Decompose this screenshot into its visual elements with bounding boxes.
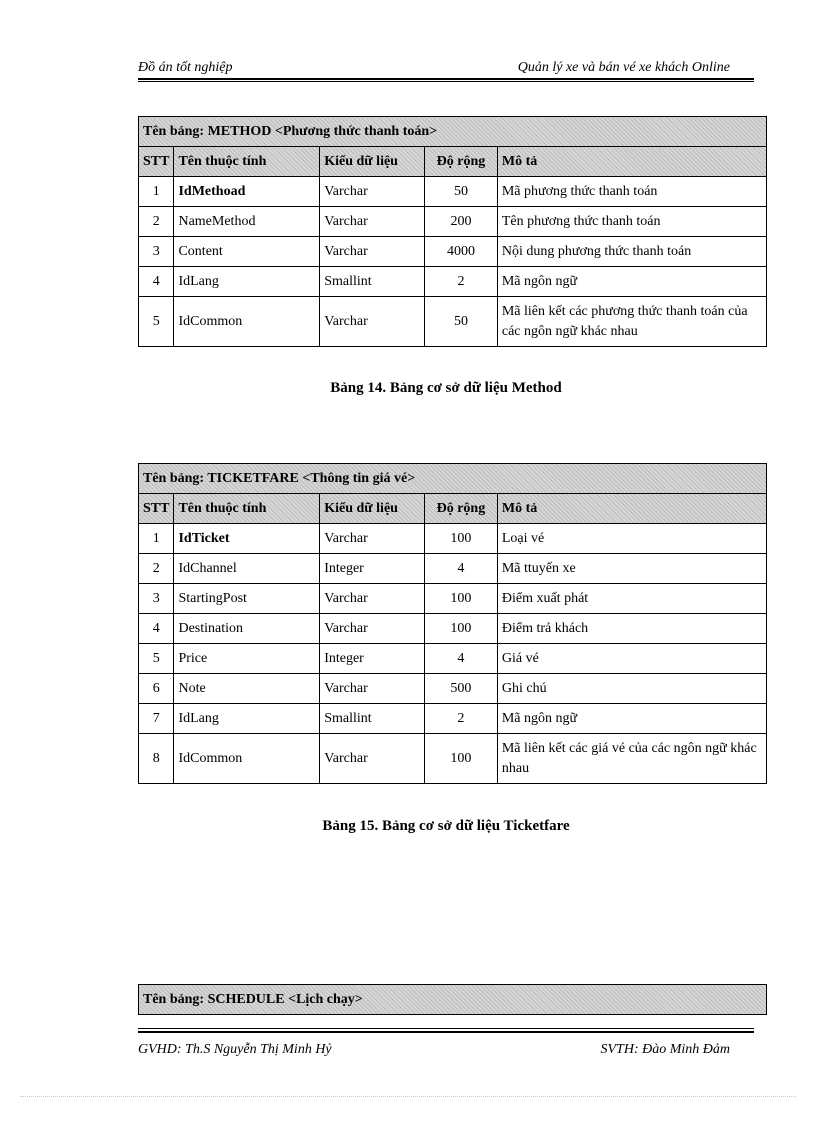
ticketfare-table xyxy=(138,463,767,784)
cell-type: Integer xyxy=(320,644,425,674)
cell-stt: 1 xyxy=(139,524,174,554)
ticketfare-table-title xyxy=(139,464,767,494)
cell-type: Varchar xyxy=(320,614,425,644)
footer-rule xyxy=(138,1031,754,1033)
page-bottom-divider xyxy=(20,1096,796,1097)
table-row xyxy=(139,584,767,614)
table-title-row xyxy=(139,464,767,494)
cell-size: 4 xyxy=(425,554,498,584)
ticketfare-table-caption: Bảng 15. Bảng cơ sở dữ liệu Ticketfare xyxy=(322,818,570,834)
cell-name: IdMethoad xyxy=(174,177,320,207)
cell-type: Integer xyxy=(320,554,425,584)
table-row xyxy=(139,297,767,347)
cell-stt: 5 xyxy=(139,644,174,674)
cell-size: 2 xyxy=(425,704,498,734)
cell-stt: 5 xyxy=(139,297,174,347)
table-row xyxy=(139,267,767,297)
column-header-row xyxy=(139,494,767,524)
col-size: Độ rộng xyxy=(425,147,498,177)
cell-type: Varchar xyxy=(320,734,425,784)
cell-name: IdLang xyxy=(174,267,320,297)
cell-name: Content xyxy=(174,237,320,267)
cell-stt: 3 xyxy=(139,584,174,614)
schedule-table xyxy=(138,984,767,1015)
header-right-text: Quản lý xe và bán vé xe khách Online xyxy=(517,60,730,75)
cell-stt: 2 xyxy=(139,207,174,237)
cell-desc: Điểm trả khách xyxy=(497,614,766,644)
table-title-row xyxy=(139,117,767,147)
footer-left-text: GVHD: Th.S Nguyễn Thị Minh Hỷ xyxy=(138,1042,332,1057)
cell-desc: Mã ttuyến xe xyxy=(497,554,766,584)
cell-name: StartingPost xyxy=(174,584,320,614)
table-title-detail: <Thông tin giá vé> xyxy=(302,470,416,486)
cell-size: 50 xyxy=(425,177,498,207)
table-row xyxy=(139,614,767,644)
cell-type: Varchar xyxy=(320,674,425,704)
table-title-prefix: Tên bảng: METHOD xyxy=(143,123,272,139)
table-title-row xyxy=(139,985,767,1015)
table-title-detail: <Lịch chạy> xyxy=(288,991,363,1007)
footer-rule-thin xyxy=(138,1028,754,1029)
cell-size: 100 xyxy=(425,524,498,554)
cell-desc: Mã ngôn ngữ xyxy=(497,267,766,297)
cell-type: Varchar xyxy=(320,584,425,614)
col-name: Tên thuộc tính xyxy=(174,147,320,177)
cell-desc: Mã phương thức thanh toán xyxy=(497,177,766,207)
page-header xyxy=(138,58,754,82)
cell-desc: Loại vé xyxy=(497,524,766,554)
table-row xyxy=(139,207,767,237)
schedule-table-title xyxy=(139,985,767,1015)
cell-name: IdCommon xyxy=(174,297,320,347)
column-header-row xyxy=(139,147,767,177)
table-row xyxy=(139,734,767,784)
cell-type: Smallint xyxy=(320,267,425,297)
cell-desc: Giá vé xyxy=(497,644,766,674)
cell-size: 100 xyxy=(425,734,498,784)
cell-size: 500 xyxy=(425,674,498,704)
footer-right-text: SVTH: Đào Minh Đảm xyxy=(600,1042,730,1057)
cell-size: 100 xyxy=(425,614,498,644)
cell-stt: 1 xyxy=(139,177,174,207)
table-row xyxy=(139,554,767,584)
method-table-caption: Bảng 14. Bảng cơ sở dữ liệu Method xyxy=(330,380,562,396)
header-left-text: Đồ án tốt nghiệp xyxy=(138,60,233,75)
cell-name: IdTicket xyxy=(174,524,320,554)
cell-desc: Tên phương thức thanh toán xyxy=(497,207,766,237)
cell-desc: Nội dung phương thức thanh toán xyxy=(497,237,766,267)
method-table xyxy=(138,116,767,347)
cell-stt: 8 xyxy=(139,734,174,784)
cell-stt: 7 xyxy=(139,704,174,734)
cell-type: Varchar xyxy=(320,524,425,554)
table-row xyxy=(139,177,767,207)
col-type: Kiểu dữ liệu xyxy=(320,494,425,524)
cell-name: IdCommon xyxy=(174,734,320,784)
cell-size: 50 xyxy=(425,297,498,347)
cell-size: 200 xyxy=(425,207,498,237)
cell-stt: 4 xyxy=(139,267,174,297)
col-stt: STT xyxy=(139,494,174,524)
table-title-prefix: Tên bảng: TICKETFARE xyxy=(143,470,299,486)
cell-type: Varchar xyxy=(320,237,425,267)
cell-desc: Mã liên kết các giá vé của các ngôn ngữ khác nhau xyxy=(497,734,766,784)
cell-name: Destination xyxy=(174,614,320,644)
cell-type: Varchar xyxy=(320,207,425,237)
table-row xyxy=(139,704,767,734)
page-footer xyxy=(138,1028,754,1068)
cell-stt: 6 xyxy=(139,674,174,704)
cell-desc: Điểm xuất phát xyxy=(497,584,766,614)
cell-type: Varchar xyxy=(320,177,425,207)
header-rule-thin xyxy=(138,81,754,82)
cell-stt: 2 xyxy=(139,554,174,584)
cell-name: Price xyxy=(174,644,320,674)
cell-size: 4 xyxy=(425,644,498,674)
table-row xyxy=(139,237,767,267)
cell-stt: 3 xyxy=(139,237,174,267)
col-name: Tên thuộc tính xyxy=(174,494,320,524)
cell-name: NameMethod xyxy=(174,207,320,237)
cell-name: IdLang xyxy=(174,704,320,734)
cell-desc: Mã ngôn ngữ xyxy=(497,704,766,734)
col-stt: STT xyxy=(139,147,174,177)
cell-desc: Mã liên kết các phương thức thanh toán của các ngôn ngữ khác nhau xyxy=(497,297,766,347)
cell-desc: Ghi chú xyxy=(497,674,766,704)
col-type: Kiểu dữ liệu xyxy=(320,147,425,177)
method-table-title xyxy=(139,117,767,147)
table-row xyxy=(139,674,767,704)
cell-name: Note xyxy=(174,674,320,704)
cell-size: 2 xyxy=(425,267,498,297)
cell-type: Smallint xyxy=(320,704,425,734)
cell-name: IdChannel xyxy=(174,554,320,584)
col-desc: Mô tả xyxy=(497,494,766,524)
table-title-prefix: Tên bảng: SCHEDULE xyxy=(143,991,285,1007)
cell-type: Varchar xyxy=(320,297,425,347)
col-desc: Mô tả xyxy=(497,147,766,177)
table-row xyxy=(139,524,767,554)
col-size: Độ rộng xyxy=(425,494,498,524)
header-rule xyxy=(138,78,754,80)
table-title-detail: <Phương thức thanh toán> xyxy=(274,123,438,139)
cell-stt: 4 xyxy=(139,614,174,644)
table-row xyxy=(139,644,767,674)
cell-size: 4000 xyxy=(425,237,498,267)
cell-size: 100 xyxy=(425,584,498,614)
